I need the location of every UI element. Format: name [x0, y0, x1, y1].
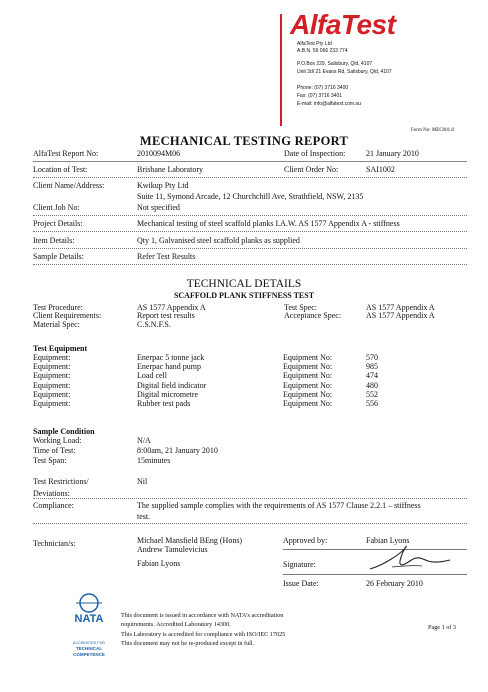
report-title: MECHANICAL TESTING REPORT [139, 134, 349, 148]
sample-condition-heading: Sample Condition [33, 427, 95, 436]
technical-subheading: SCAFFOLD PLANK STIFFNESS TEST [173, 291, 315, 300]
technician-1: Michael Mansfield BEng (Hons) [137, 536, 243, 545]
working-load-value: N/A [137, 436, 151, 445]
client-address-value: Suite 11, Symond Arcade, 12 Churchchill Ave, Strathfield, NSW, 2135 [137, 192, 364, 201]
acceptance-value: AS 1577 Appendix A [366, 311, 435, 320]
technicians-label: Technician/s: [33, 539, 76, 548]
technician-3: Fabian Lyons [137, 559, 181, 568]
issue-date-label: Issue Date: [283, 579, 319, 588]
test-time-value: 8:00am, 21 January 2010 [137, 446, 218, 455]
footer-line-2: requirements. Accredited Laboratory 14300. [121, 621, 231, 628]
procedure-value: AS 1577 Appendix A [137, 303, 206, 312]
compliance-text-2: test. [137, 512, 151, 521]
header-red-rule [280, 14, 282, 126]
project-value: Mechanical testing of steel scaffold planks I.A.W. AS 1577 Appendix A - stiffness [137, 219, 400, 228]
address-line-1: P.O.Box 229, Salisbury, Qld, 4107 [297, 61, 373, 67]
project-label: Project Details: [33, 219, 83, 228]
nata-sub-2: TECHNICAL [76, 646, 102, 651]
restrictions-value: Nil [137, 477, 148, 486]
footer-line-3: This Laboratory is accredited for compliance with ISO/IEC 17025 [121, 631, 286, 638]
equipment-no: 985 [366, 362, 378, 372]
issue-date-value: 26 February 2010 [366, 579, 423, 588]
address-line-2: Unit 3d/ 21 Evans Rd, Salisbury, Qld, 4107 [297, 69, 392, 75]
fax: Fax: (07) 3716 3401 [297, 93, 343, 99]
company-name: AlfaTest Pty Ltd [297, 41, 332, 47]
requirements-label: Client Requirements: [33, 311, 102, 320]
requirements-value: Report test results [137, 311, 195, 320]
equipment-no: 570 [366, 353, 378, 362]
location-value: Brisbane Laboratory [137, 165, 203, 174]
restrictions-label: Test Restrictions/ [33, 477, 89, 486]
test-span-label: Test Span: [33, 456, 67, 465]
nata-wordmark: NATA [74, 613, 104, 625]
client-job-value: Not specified [137, 203, 180, 212]
test-spec-value: AS 1577 Appendix A [366, 303, 435, 312]
report-no-label: AlfaTest Report No: [33, 149, 99, 158]
equipment-no-label: Equipment No: [283, 389, 333, 399]
sample-value: Refer Test Results [137, 252, 196, 261]
handwritten-signature [362, 543, 454, 575]
equipment-name: Digital field indicator [137, 380, 207, 390]
acceptance-label: Acceptance Spec: [284, 311, 342, 320]
material-label: Material Spec: [33, 320, 80, 329]
equipment-no-label: Equipment No: [283, 353, 333, 362]
approved-label: Approved by: [283, 536, 328, 545]
item-label: Item Details: [33, 236, 75, 245]
equipment-row-label: Equipment: [33, 389, 71, 399]
equipment-no-label: Equipment No: [283, 371, 333, 381]
nata-sub-1: ACCREDITED FOR [73, 641, 105, 645]
technical-heading: TECHNICAL DETAILS [186, 278, 302, 290]
nata-emblem [70, 593, 108, 613]
inspection-date-value: 21 January 2010 [366, 149, 419, 158]
equipment-name: Load cell [137, 371, 167, 381]
equipment-no: 474 [366, 371, 378, 381]
equipment-row-label: Equipment: [33, 362, 71, 372]
equipment-no: 552 [366, 389, 378, 399]
email: E-mail: info@alfatest.com.au [297, 101, 361, 107]
test-spec-label: Test Spec: [284, 303, 317, 312]
equipment-no-label: Equipment No: [283, 380, 333, 390]
equipment-heading: Test Equipment [33, 344, 88, 353]
material-value: C.S.N.F.S. [137, 320, 171, 329]
client-name-value: Kwikup Pty Ltd [137, 181, 189, 190]
nata-sub-3: COMPETENCE [73, 652, 105, 657]
equipment-no: 556 [366, 399, 378, 408]
phone: Phone: (07) 3716 3400 [297, 85, 349, 91]
client-job-label: Client Job No: [33, 203, 80, 212]
page-number: Page 1 of 3 [428, 624, 457, 631]
equipment-no-label: Equipment No: [283, 362, 333, 372]
signature-label: Signature: [283, 560, 316, 569]
test-span-value: 15minutes [137, 456, 171, 465]
equipment-no-label: Equipment No: [283, 399, 333, 408]
equipment-name: Enerpac 5 tonne jack [137, 353, 205, 362]
approved-value: Fabian Lyons [366, 536, 410, 545]
equipment-row-label: Equipment: [33, 353, 71, 362]
client-name-label: Client Name/Address: [33, 181, 105, 190]
sample-label: Sample Details: [33, 252, 84, 261]
brand-logo: AlfaTest [290, 9, 396, 40]
equipment-name: Enerpac hand pump [137, 362, 201, 372]
test-time-label: Time of Test: [33, 446, 76, 455]
deviations-label: Deviations: [33, 489, 70, 498]
inspection-date-label: Date of Inspection: [284, 149, 346, 158]
compliance-label: Compliance: [33, 501, 74, 510]
equipment-row-label: Equipment: [33, 371, 71, 381]
equipment-row-label: Equipment: [33, 399, 71, 408]
report-no-value: 2010094M06 [137, 149, 181, 158]
footer-line-1: This document is issued in accordance with NATA’s accreditation [121, 612, 284, 619]
equipment-no: 480 [366, 380, 378, 390]
equipment-name: Rubber test pads [137, 399, 191, 408]
client-order-value: SAI1002 [366, 165, 395, 174]
technician-2: Andrew Tamulevicius [137, 545, 208, 554]
item-value: Qty 1, Galvanised steel scaffold planks as supplied [137, 236, 300, 245]
company-abn: A.B.N. 59 066 233 774 [297, 48, 348, 54]
procedure-label: Test Procedure: [33, 303, 83, 312]
equipment-name: Digital micrometre [137, 389, 199, 399]
equipment-row-label: Equipment: [33, 380, 71, 390]
working-load-label: Working Load: [33, 436, 82, 445]
compliance-text-1: The supplied sample complies with the requirements of AS 1577 Clause 2.2.1 – stiffness [137, 501, 421, 510]
client-order-label: Client Order No: [284, 165, 339, 174]
footer-line-4: This document may not be re-produced except in full. [121, 640, 255, 647]
form-number: Form No: MEC001.8 [411, 128, 454, 133]
location-label: Location of Test: [33, 165, 88, 174]
